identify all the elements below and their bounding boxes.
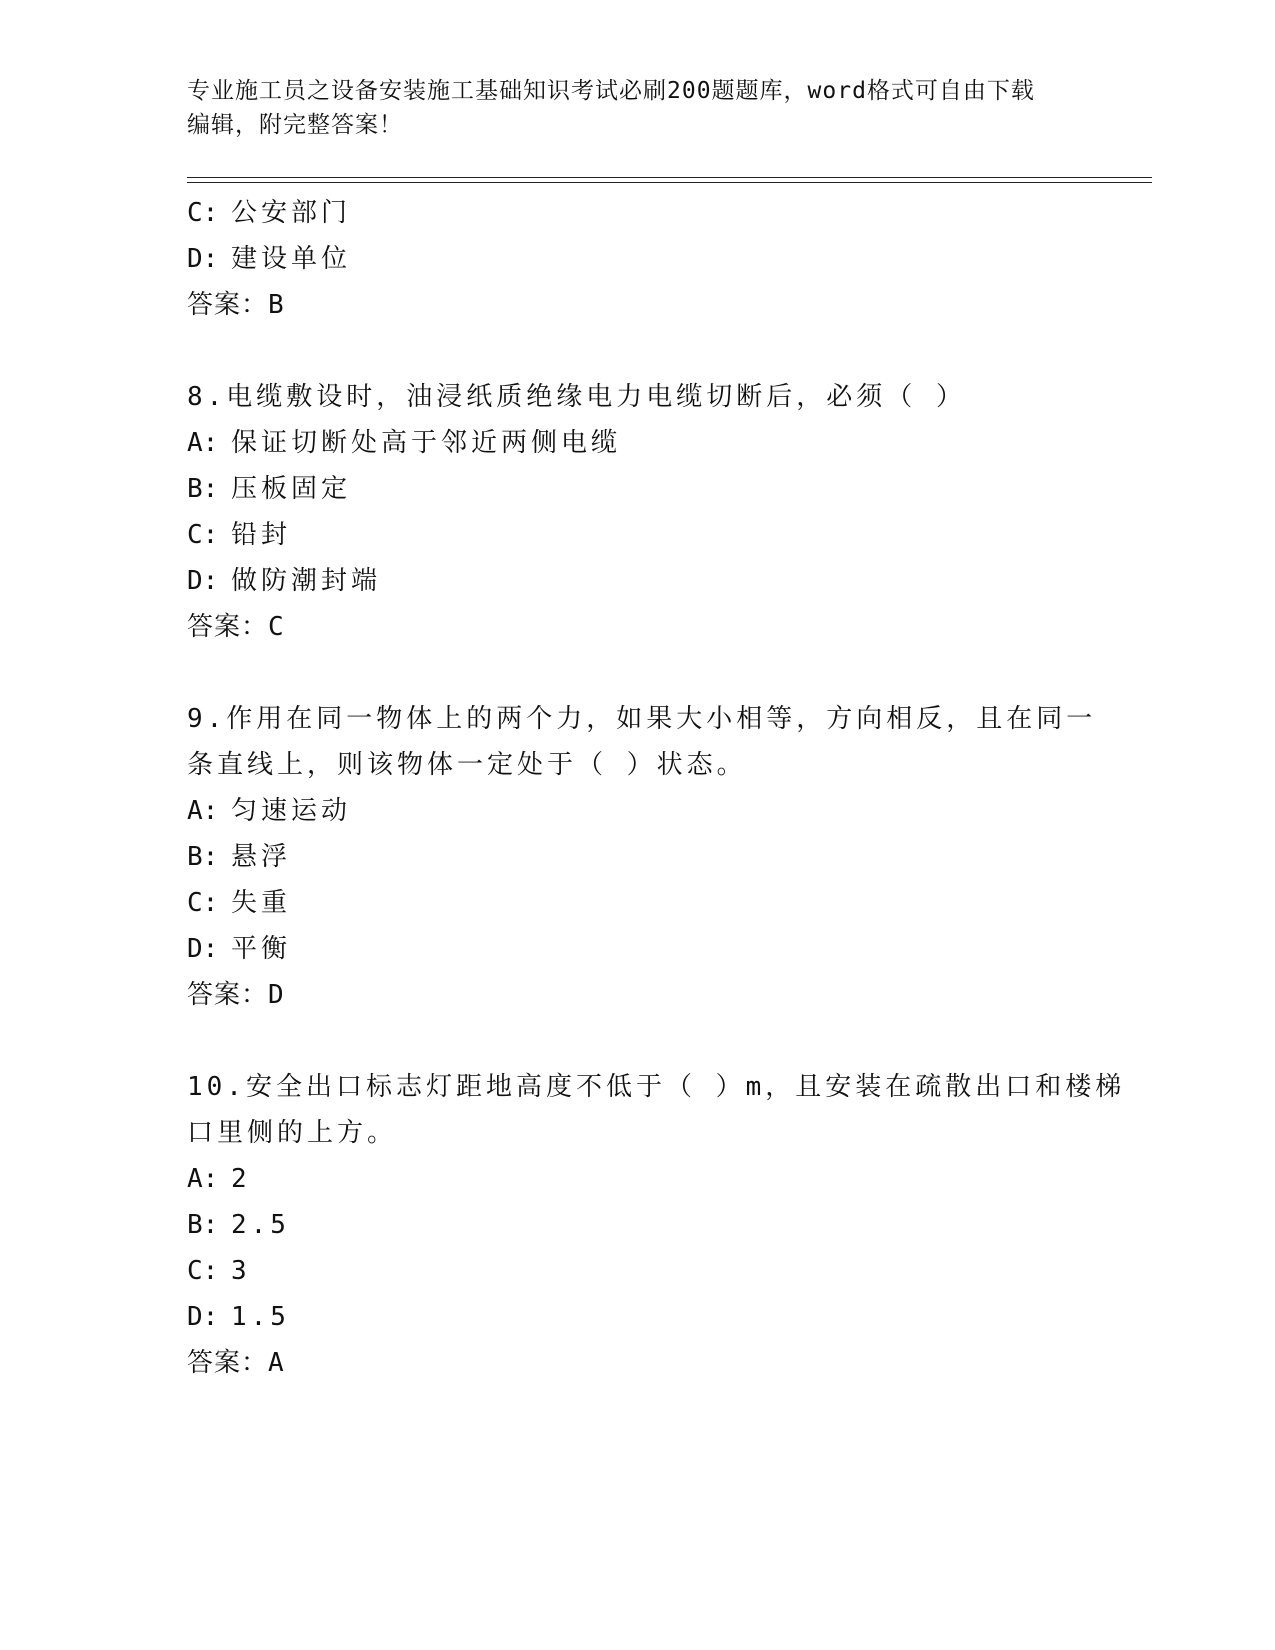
question-10 — [187, 1064, 1126, 1386]
option-text: 平衡 — [231, 934, 292, 964]
option-key: A: — [187, 1164, 219, 1194]
option-d — [187, 558, 1087, 604]
option-text: 3 — [231, 1256, 251, 1286]
option-text: 匀速运动 — [231, 796, 352, 826]
option-key: A: — [187, 428, 219, 458]
header-divider-top — [187, 177, 1152, 178]
answer-line: 答案：D — [187, 980, 285, 1010]
option-d — [187, 1294, 1087, 1340]
question-text-line: 8.电缆敷设时，油浸纸质绝缘电力电缆切断后，必须（ ） — [187, 382, 966, 412]
question-text-line: 口里侧的上方。 — [187, 1118, 398, 1148]
question-text-line: 10.安全出口标志灯距地高度不低于（ ）m，且安装在疏散出口和楼梯 — [187, 1072, 1126, 1102]
option-c — [187, 190, 1087, 236]
question-list — [187, 190, 1126, 1386]
option-a — [187, 1156, 1087, 1202]
header-divider-bottom — [187, 182, 1152, 183]
option-key: A: — [187, 796, 219, 826]
question-text-line: 条直线上，则该物体一定处于（ ）状态。 — [187, 750, 747, 780]
document-header — [187, 74, 1067, 142]
header-title-line-2: 编辑，附完整答案！ — [187, 112, 403, 138]
option-text: 1.5 — [231, 1302, 290, 1332]
option-key: B: — [187, 842, 219, 872]
option-key: D: — [187, 244, 219, 274]
option-d — [187, 926, 1087, 972]
option-text: 建设单位 — [231, 244, 352, 274]
option-c — [187, 512, 1087, 558]
option-text: 保证切断处高于邻近两侧电缆 — [231, 428, 622, 458]
question-text-line: 9.作用在同一物体上的两个力，如果大小相等，方向相反，且在同一 — [187, 704, 1097, 734]
option-text: 失重 — [231, 888, 292, 918]
option-b — [187, 1202, 1087, 1248]
spacer — [187, 650, 1087, 696]
header-title-line-1: 专业施工员之设备安装施工基础知识考试必刷200题题库，word格式可自由下载 — [187, 78, 1035, 104]
option-b — [187, 834, 1087, 880]
option-key: C: — [187, 520, 219, 550]
option-key: D: — [187, 566, 219, 596]
option-text: 2 — [231, 1164, 251, 1194]
spacer — [187, 328, 1087, 374]
option-key: D: — [187, 934, 219, 964]
option-b — [187, 466, 1087, 512]
option-key: C: — [187, 1256, 219, 1286]
option-c — [187, 880, 1087, 926]
option-text: 铅封 — [231, 520, 292, 550]
option-d — [187, 236, 1087, 282]
question-9 — [187, 696, 1097, 1018]
option-key: B: — [187, 1210, 219, 1240]
option-key: B: — [187, 474, 219, 504]
option-a — [187, 788, 1087, 834]
option-key: C: — [187, 888, 219, 918]
option-text: 悬浮 — [231, 842, 292, 872]
option-text: 压板固定 — [231, 474, 352, 504]
option-key: C: — [187, 198, 219, 228]
option-c — [187, 1248, 1087, 1294]
option-key: D: — [187, 1302, 219, 1332]
question-8 — [187, 374, 1087, 650]
answer-line: 答案：B — [187, 290, 285, 320]
spacer — [187, 1018, 1087, 1064]
answer-line: 答案：A — [187, 1348, 285, 1378]
option-text: 公安部门 — [231, 198, 352, 228]
option-text: 2.5 — [231, 1210, 290, 1240]
answer-line: 答案：C — [187, 612, 285, 642]
option-a — [187, 420, 1087, 466]
question-partial — [187, 190, 1087, 328]
option-text: 做防潮封端 — [231, 566, 382, 596]
